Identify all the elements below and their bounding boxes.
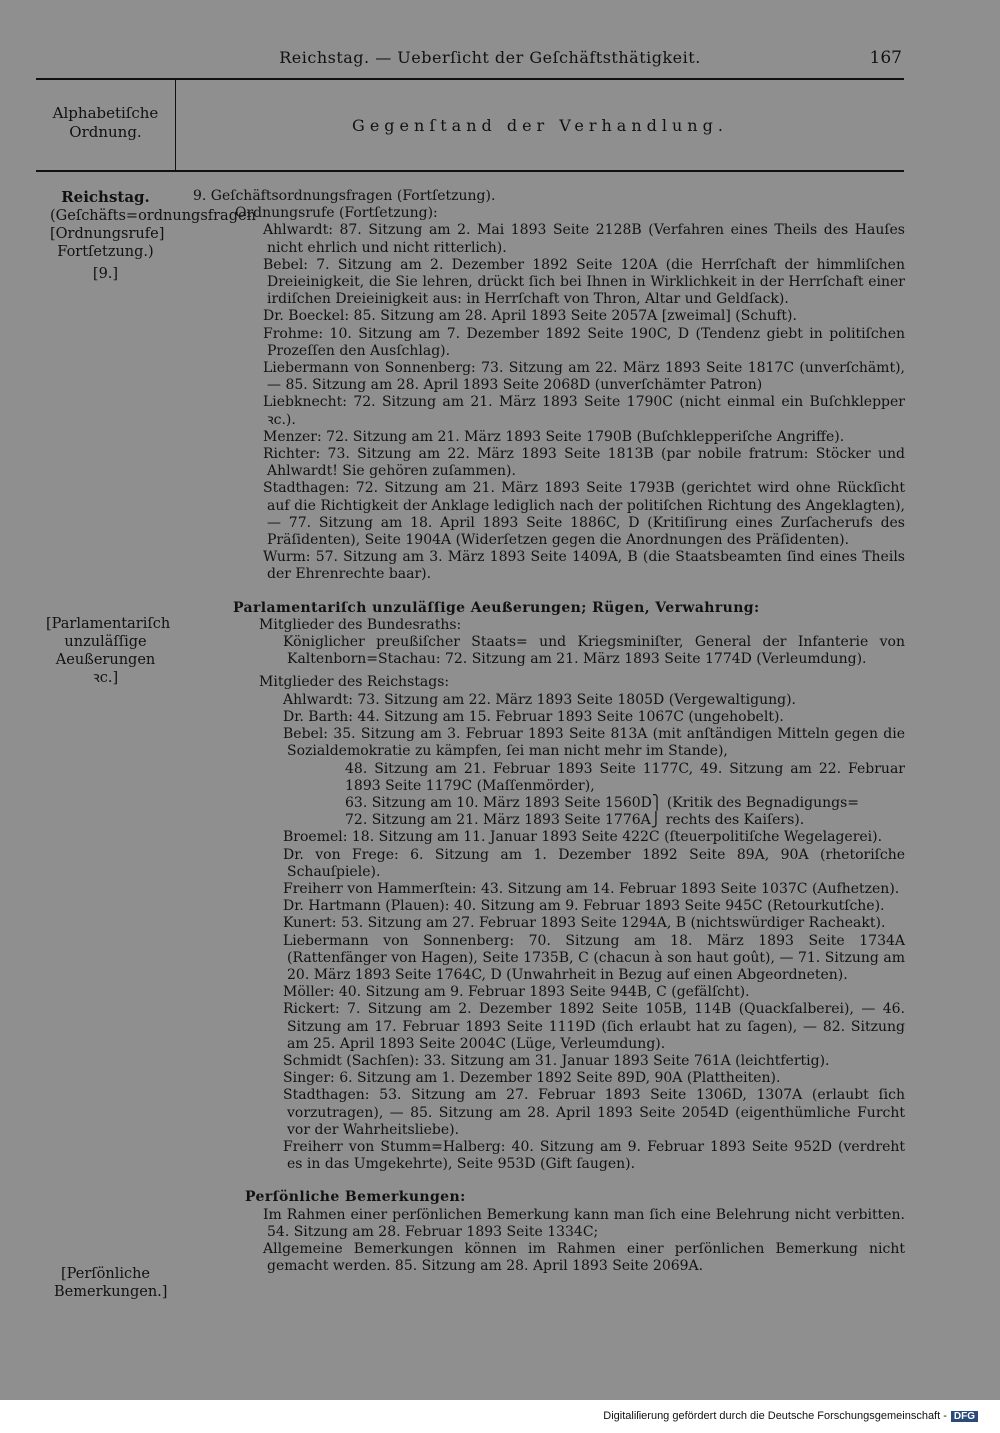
entry: Ahlwardt: 73. Sitzung am 22. März 1893 Seite 1805D (Vergewaltigung). xyxy=(283,691,796,708)
side-note-persoenlich: [Perſönliche Bemerkungen.] xyxy=(54,1266,168,1300)
entry: Dr. von Frege: 6. Sitzung am 1. Dezember 1892 Seite 89A, 90A (rhetoriſche Schauſpiele). xyxy=(283,846,905,880)
subsection-heading: Ordnungsrufe (Fortſetzung): xyxy=(235,205,438,222)
subsection-heading: Mitglieder des Reichstags: xyxy=(259,674,450,691)
entry: Möller: 40. Sitzung am 9. Februar 1893 Seite 944B, C (gefälſcht). xyxy=(283,984,750,1001)
credit-text: Digitaliſierung gefördert durch die Deutsche Forschungsgemeinschaft - xyxy=(603,1410,947,1422)
entry: Liebermann von Sonnenberg: 73. Sitzung am 22. März 1893 Seite 1817C (unverſchämt), — 85. Sitzung am 28. April 1893 Seite 2068D (unverſchämter Patron) xyxy=(263,360,905,394)
entry: Singer: 6. Sitzung am 1. Dezember 1892 Seite 89D, 90A (Plattheiten). xyxy=(283,1070,781,1087)
entry: Liebermann von Sonnenberg: 70. Sitzung am 18. März 1893 Seite 1734A (Rattenfänger von Hagen), Seite 1735B, C (chacun à son haut goût), — 71. Sitzung am 20. März 1893 Seite 1764C, D (Unwahrheit in Bezug auf einen Abgeordneten). xyxy=(283,932,905,983)
entry: Stadthagen: 72. Sitzung am 21. März 1893 Seite 1793B (gerichtet wird ohne Rückſicht auf die Richtigkeit der Anklage lediglich nach der politiſchen Richtung des Angeklagten), — 77. Sitzung am 18. April 1893 Seite 1886C, D (Kritiſirung eines Zurſacherufs des Präſidenten), Seite 1904A (Widerſetzen gegen die Anordnungen des Präſidenten). xyxy=(263,480,905,549)
side-note-subtitle: (Geſchäfts=ordnungsfragen [Ordnungsrufe] Fortſetzung.) xyxy=(50,208,256,260)
entry: Rickert: 7. Sitzung am 2. Dezember 1892 Seite 105B, 114B (Quackſalberei), — 46. Sitzung am 17. Februar 1893 Seite 1119D (ſich erlaubt hat zu ſagen), — 82. Sitzung am 25. April 1893 Seite 2004C (Lüge, Verleumdung). xyxy=(283,1001,905,1052)
entry: Schmidt (Sachſen): 33. Sitzung am 31. Januar 1893 Seite 761A (leichtfertig). xyxy=(283,1052,830,1069)
column-heading-left: Alphabetiſche Ordnung. xyxy=(52,104,159,141)
entry: Freiherr von Stumm=Halberg: 40. Sitzung am 9. Februar 1893 Seite 952D (verdreht es in das Umgekehrte), Seite 953D (Gift ſaugen). xyxy=(283,1138,905,1173)
entry-continuation: 48. Sitzung am 21. Februar 1893 Seite 1177C, 49. Sitzung am 22. Februar 1893 Seite 1179C (Maſſenmörder), xyxy=(345,760,905,794)
entry: Freiherr von Hammerſtein: 43. Sitzung am 14. Februar 1893 Seite 1037C (Aufhetzen). xyxy=(283,880,900,897)
entry: Bebel: 7. Sitzung am 2. Dezember 1892 Seite 120A (die Herrſchaft der himmliſchen Dreieinigkeit, die Sie lehren, drückt ſich bei Ihnen in Wirklichkeit in der Herrſchaft einer irdiſchen Dreieinigkeit aus: in Herrſchaft von Thron, Altar und Geldſack). xyxy=(263,256,905,308)
entry: Ahlwardt: 87. Sitzung am 2. Mai 1893 Seite 2128B (Verfahren eines Theils des Hauſes nicht ehrlich und nicht ritterlich). xyxy=(263,222,905,256)
subsection-heading: Mitglieder des Bundesraths: xyxy=(259,616,462,633)
entry: Kunert: 53. Sitzung am 27. Februar 1893 Seite 1294A, B (nichtswürdiger Racheakt). xyxy=(283,915,886,932)
running-header: Reichstag. — Ueberſicht der Geſchäftsthätigkeit. xyxy=(279,48,701,67)
entry: Dr. Hartmann (Plauen): 40. Sitzung am 9. Februar 1893 Seite 945C (Retourkutſche). xyxy=(283,898,885,915)
entry: Stadthagen: 53. Sitzung am 27. Februar 1893 Seite 1306D, 1307A (erlaubt ſich vorzutragen), — 85. Sitzung am 28. April 1893 Seite 2054D (eigenthümliche Furcht vor der Wahrheitsliebe). xyxy=(283,1087,905,1138)
entry: Frohme: 10. Sitzung am 7. Dezember 1892 Seite 190C, D (Tendenz giebt in politiſchen Prozeſſen den Ausſchlag). xyxy=(263,325,905,359)
entry: Bebel: 35. Sitzung am 3. Februar 1893 Seite 813A (mit anſtändigen Mitteln gegen die Sozialdemokratie zu kämpfen, ſei man nicht mehr im Stande), xyxy=(283,726,905,760)
side-note-title: Reichstag. xyxy=(61,188,150,206)
entry-continuation: 72. Sitzung am 21. März 1893 Seite 1776A⎭ rechts des Kaiſers). xyxy=(345,812,805,829)
entry: Allgemeine Bemerkungen können im Rahmen einer perſönlichen Bemerkung nicht gemacht werden. 85. Sitzung am 28. April 1893 Seite 2069A. xyxy=(263,1240,905,1275)
entry: Liebknecht: 72. Sitzung am 21. März 1893 Seite 1790C (nicht einmal ein Buſchklepper ꝛc.). xyxy=(263,394,905,428)
digitization-credit xyxy=(603,1410,978,1422)
side-note-number: [9.] xyxy=(92,266,119,282)
entry-continuation: 63. Sitzung am 10. März 1893 Seite 1560D⎫ (Kritik des Begnadigungs= xyxy=(345,794,860,811)
entry: Menzer: 72. Sitzung am 21. März 1893 Seite 1790B (Buſchklepperiſche Angriffe). xyxy=(263,428,845,445)
entry: Dr. Barth: 44. Sitzung am 15. Februar 1893 Seite 1067C (ungehobelt). xyxy=(283,708,784,725)
header-rule xyxy=(36,78,904,80)
column-heading-rule xyxy=(36,170,904,172)
section-heading-bold: Perſönliche Bemerkungen: xyxy=(245,1189,466,1206)
section-heading: 9. Geſchäftsordnungsfragen (Fortſetzung). xyxy=(193,188,496,204)
entry: Wurm: 57. Sitzung am 3. März 1893 Seite 1409A, B (die Staatsbeamten ſind eines Theils der Ehrenrechte baar). xyxy=(263,549,905,583)
entry: Im Rahmen einer perſönlichen Bemerkung kann man ſich eine Belehrung nicht verbitten. 54. Sitzung am 28. Februar 1893 Seite 1334C; xyxy=(263,1206,905,1240)
entry: Königlicher preußiſcher Staats= und Kriegsminiſter, General der Infanterie von Kaltenborn=Stachau: 72. Sitzung am 21. März 1893 Seite 1774D (Verleumdung). xyxy=(283,634,905,668)
side-note-reichstag xyxy=(36,188,256,283)
section-heading-bold: Parlamentariſch unzuläſſige Aeußerungen; Rügen, Verwahrung: xyxy=(233,599,760,616)
main-text xyxy=(185,188,905,1275)
entry: Dr. Boeckel: 85. Sitzung am 28. April 1893 Seite 2057A [zweimal] (Schuft). xyxy=(263,308,797,325)
entry: Richter: 73. Sitzung am 22. März 1893 Seite 1813B (par nobile fratrum: Stöcker und Ahlwardt! Sie gehören zuſammen). xyxy=(263,446,905,480)
entry: Broemel: 18. Sitzung am 11. Januar 1893 Seite 422C (ſteuerpolitiſche Wegelagerei). xyxy=(283,829,883,846)
column-heading-right: Gegenſtand der Verhandlung. xyxy=(352,116,728,135)
side-note-parlamentarisch: [Parlamentariſch unzuläſſige Aeußerungen ꝛc.] xyxy=(46,616,171,686)
dfg-logo: DFG xyxy=(951,1411,978,1422)
page-number: 167 xyxy=(869,48,902,68)
